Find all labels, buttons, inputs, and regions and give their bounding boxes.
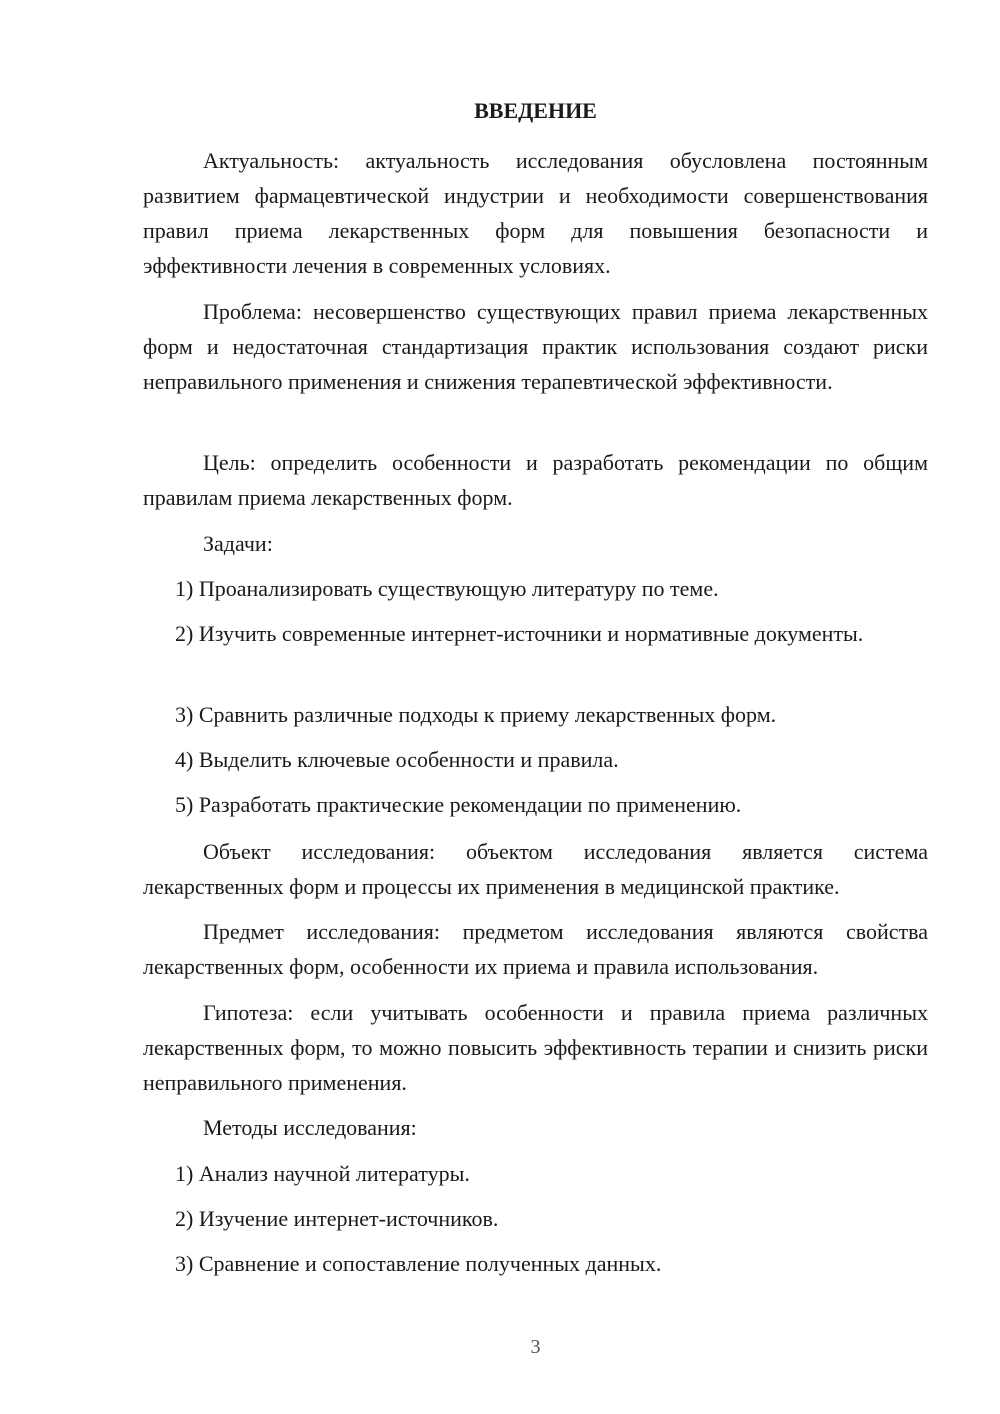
page-title: ВВЕДЕНИЕ <box>474 98 597 123</box>
task-item-2: 2) Изучить современные интернет-источники и нормативные документы. <box>175 621 864 646</box>
page-number: 3 <box>530 1336 541 1358</box>
task-item-5: 5) Разработать практические рекомендации по применению. <box>175 792 742 817</box>
method-item-3: 3) Сравнение и сопоставление полученных данных. <box>175 1251 662 1276</box>
task-item-4: 4) Выделить ключевые особенности и правила. <box>175 747 619 772</box>
task-item-3: 3) Сравнить различные подходы к приему лекарственных форм. <box>175 702 777 727</box>
goal-paragraph: Цель: определить особенности и разработать рекомендации по общим правилам приема лекарственных форм. <box>143 450 928 510</box>
hypothesis-paragraph: Гипотеза: если учитывать особенности и правила приема различных лекарственных форм, то можно повысить эффективность терапии и снизить риски неправильного применения. <box>143 1000 928 1095</box>
tasks-heading: Задачи: <box>203 531 273 556</box>
subject-paragraph: Предмет исследования: предметом исследования являются свойства лекарственных форм, особенности их приема и правила использования. <box>143 919 928 979</box>
relevance-paragraph: Актуальность: актуальность исследования обусловлена постоянным развитием фармацевтической индустрии и необходимости совершенствования правил приема лекарственных форм для повышения безопасности и эффективности лечения в современных условиях. <box>143 148 928 278</box>
method-item-2: 2) Изучение интернет-источников. <box>175 1206 499 1231</box>
task-item-1: 1) Проанализировать существующую литературу по теме. <box>175 576 719 601</box>
methods-heading: Методы исследования: <box>203 1115 417 1140</box>
document-page <box>143 0 928 1414</box>
problem-paragraph: Проблема: несовершенство существующих правил приема лекарственных форм и недостаточная стандартизация практик использования создают риски неправильного применения и снижения терапевтической эффективности. <box>143 299 928 394</box>
object-paragraph: Объект исследования: объектом исследования является система лекарственных форм и процессы их применения в медицинской практике. <box>143 839 928 899</box>
method-item-1: 1) Анализ научной литературы. <box>175 1161 470 1186</box>
